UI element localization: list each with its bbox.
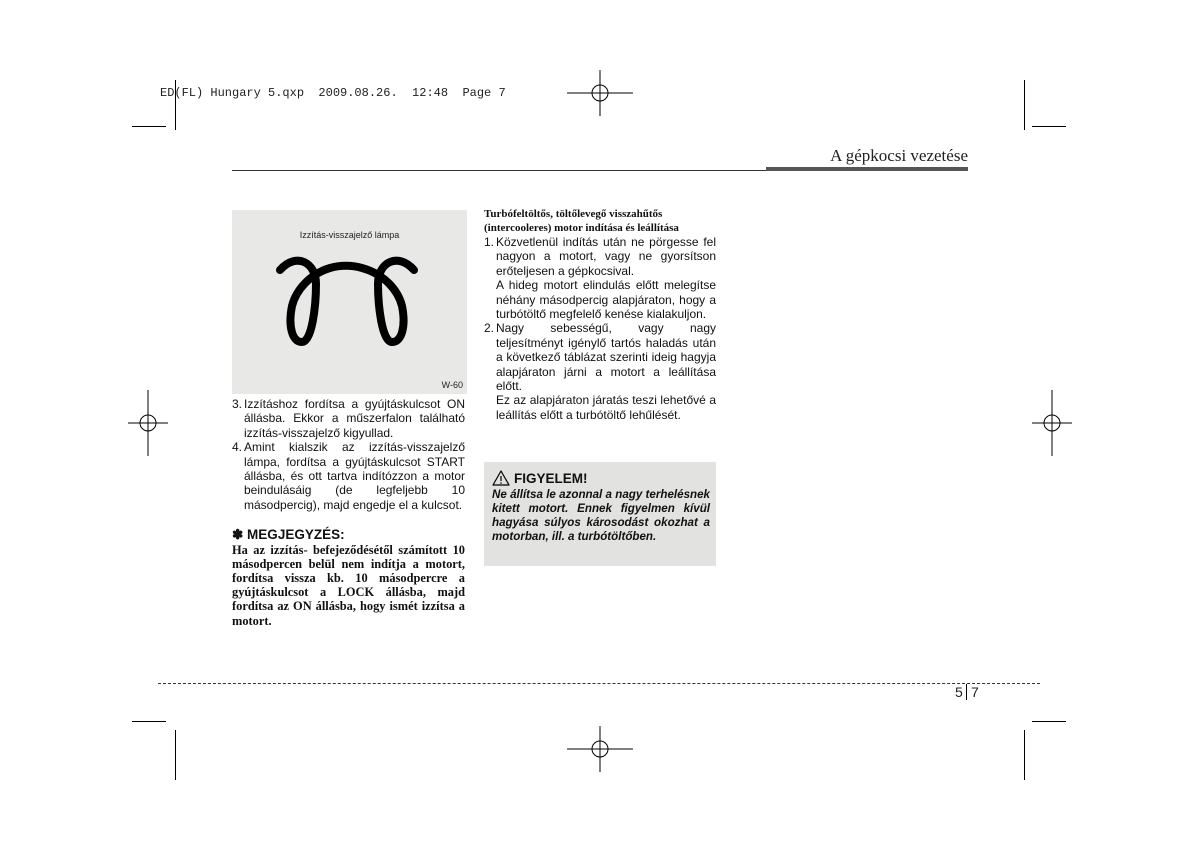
- registration-mark-top: [567, 70, 633, 116]
- crop-mark: [1032, 126, 1066, 127]
- step-continuation: A hideg motort elindulás előtt melegítse néhány másodpercig alapjáraton, hogy a turbótöltő megfelelő kenése kialakuljon.: [496, 278, 716, 322]
- warning-title: FIGYELEM!: [514, 471, 588, 486]
- warning-box: [484, 462, 716, 566]
- footer-dotted-rule: [158, 683, 1040, 684]
- crop-mark: [175, 730, 176, 780]
- print-slug: ED(FL) Hungary 5.qxp 2009.08.26. 12:48 Page 7: [160, 86, 506, 100]
- list-item: [484, 321, 716, 393]
- crop-mark: [1024, 730, 1025, 780]
- step-number: 1.: [484, 235, 495, 249]
- list-item: [484, 235, 716, 278]
- registration-mark-left: [128, 390, 168, 456]
- note-body: Ha az izzítás- befejeződésétől számított 10 másodpercen belül nem indítja a motort, fordítsa vissza kb. 10 másodpercre a gyújtáskulcsot a LOCK állásba, majd fordítsa az ON állásba, hogy ismét izzítsa a motort.: [232, 542, 465, 628]
- step-text: Amint kialszik az izzítás-visszajelző lámpa, fordítsa a gyújtáskulcsot START állásba, és ott tartva indítózzon a motor beindulásáig (de legfeljebb 10 másodpercig), majd engedje el a kulcsot.: [244, 440, 465, 512]
- step-text: Közvetlenül indítás után ne pörgesse fel nagyon a motort, vagy ne gyorsítson erőteljesen a gépkocsival.: [496, 235, 716, 278]
- list-item: [232, 397, 465, 440]
- crop-mark: [132, 721, 166, 722]
- header-rule: [232, 170, 766, 171]
- header-rule-bar: [766, 167, 968, 171]
- turbo-section-title: Turbófeltöltős, töltőlevegő visszahűtős (intercooleres) motor indítása és leállítása: [484, 208, 679, 234]
- step-text: Nagy sebességű, vagy nagy teljesítményt igénylő tartós haladás után a következő táblázat szerinti ideig hagyja alapjáraton járni a motort a leállítása előtt.: [496, 321, 716, 394]
- step-number: 3.: [232, 397, 243, 411]
- crop-mark: [1032, 721, 1066, 722]
- glow-indicator-figure: [232, 210, 467, 394]
- right-column: [484, 207, 716, 422]
- page-number-divider: [966, 684, 967, 700]
- left-column: [232, 397, 465, 628]
- step-continuation: Ez az alapjáraton járatás teszi lehetővé a leállítás előtt a turbótöltő lehűlését.: [496, 393, 716, 422]
- registration-mark-right: [1032, 390, 1072, 456]
- step-text: Izzításhoz fordítsa a gyújtáskulcsot ON állásba. Ekkor a műszerfalon található izzítás-visszajelző kigyullad.: [244, 397, 465, 440]
- list-item: [232, 440, 465, 512]
- page-number: 7: [971, 684, 979, 700]
- warning-triangle-icon: [492, 470, 510, 486]
- registration-mark-bottom: [567, 726, 633, 772]
- figure-code: W-60: [441, 380, 463, 390]
- glow-plug-coil-icon: [274, 256, 424, 348]
- crop-mark: [132, 126, 166, 127]
- section-title: A gépkocsi vezetése: [830, 146, 968, 165]
- step-number: 4.: [232, 440, 243, 455]
- warning-body: Ne állítsa le azonnal a nagy terhelésnek kitett motort. Ennek figyelmen kívül hagyása súlyos károsodást okozhat a motorban, ill. a turbótöltőben.: [492, 488, 710, 543]
- figure-caption: Izzítás-visszajelző lámpa: [299, 230, 400, 240]
- note-title: ✽ MEGJEGYZÉS:: [232, 527, 345, 543]
- step-number: 2.: [484, 321, 495, 336]
- crop-mark: [1024, 80, 1025, 130]
- chapter-number: 5: [955, 684, 963, 700]
